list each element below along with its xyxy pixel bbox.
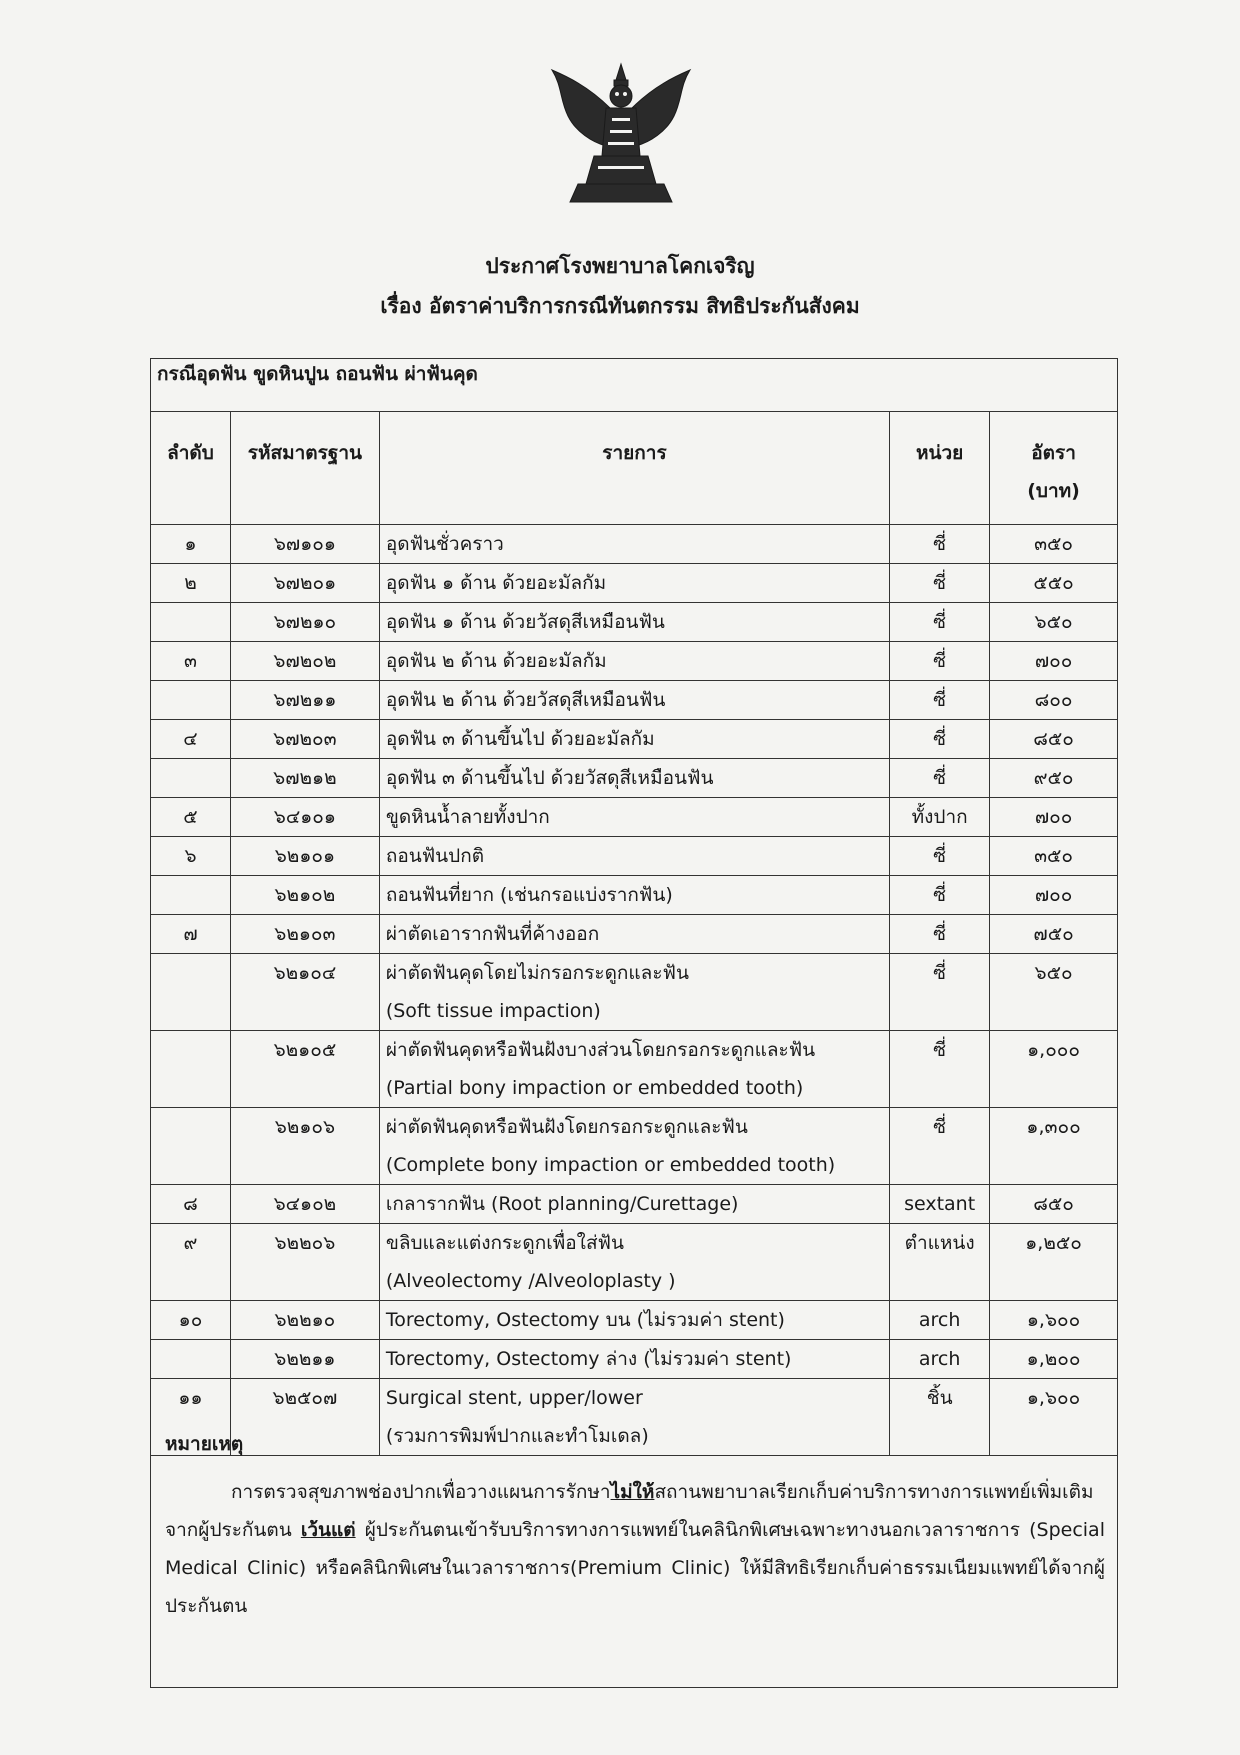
row-unit-text: arch — [918, 1309, 961, 1331]
row-code-text: ๖๒๑๐๖ — [274, 1116, 336, 1138]
row-item — [379, 1185, 889, 1224]
row-code — [230, 759, 379, 798]
row-unit-text: ซี่ — [933, 767, 947, 789]
row-code — [230, 642, 379, 681]
row-rate-text: ๗๕๐ — [1033, 923, 1074, 945]
row-unit-text: ซี่ — [933, 650, 947, 672]
row-rate-text: ๑,๖๐๐ — [1026, 1309, 1081, 1331]
row-rate — [990, 564, 1118, 603]
row-no — [151, 798, 231, 837]
row-code-text: ๖๒๒๐๖ — [274, 1232, 336, 1254]
row-rate — [990, 681, 1118, 720]
row-item-detail-text: (Complete bony impaction or embedded tooth) — [385, 1154, 836, 1176]
row-item — [379, 1340, 889, 1379]
row-unit — [890, 525, 990, 564]
row-no — [151, 1031, 231, 1108]
row-item-text: ถอนฟันปกติ — [385, 845, 485, 867]
table-row — [151, 1224, 1118, 1301]
row-rate-text: ๘๕๐ — [1033, 1193, 1074, 1215]
row-no — [151, 603, 231, 642]
row-item-text: Surgical stent, upper/lower — [385, 1387, 643, 1409]
row-code-text: ๖๒๕๐๗ — [272, 1387, 338, 1409]
row-code-text: ๖๒๑๐๑ — [274, 845, 336, 867]
row-rate-text: ๕๕๐ — [1033, 572, 1074, 594]
row-code — [230, 1108, 379, 1185]
notes-emphasis-except: เว้นแต่ — [300, 1519, 356, 1541]
row-no-text: ๗ — [183, 923, 198, 945]
row-rate — [990, 837, 1118, 876]
row-unit — [890, 1031, 990, 1108]
row-no-text: ๖ — [184, 845, 197, 867]
row-code-text: ๖๒๒๑๐ — [274, 1309, 336, 1331]
table-row — [151, 1340, 1118, 1379]
row-code-text: ๖๗๒๑๒ — [273, 767, 337, 789]
column-header-item: รายการ — [379, 412, 889, 525]
row-code-text: ๖๒๒๑๑ — [274, 1348, 336, 1370]
row-code — [230, 1185, 379, 1224]
row-no — [151, 525, 231, 564]
row-code — [230, 681, 379, 720]
row-rate-text: ๙๕๐ — [1033, 767, 1074, 789]
row-unit-text: ซี่ — [933, 923, 947, 945]
row-no-text: ๓ — [183, 650, 197, 672]
row-no — [151, 681, 231, 720]
row-item-text: อุดฟัน ๒ ด้าน ด้วยวัสดุสีเหมือนฟัน — [385, 689, 666, 711]
table-row — [151, 642, 1118, 681]
notes-label: หมายเหตุ — [165, 1433, 244, 1455]
row-item — [379, 642, 889, 681]
row-item — [379, 915, 889, 954]
row-rate-text: ๗๐๐ — [1034, 884, 1073, 906]
row-code-text: ๖๗๒๑๐ — [273, 611, 337, 633]
row-unit-text: sextant — [904, 1193, 976, 1215]
row-item-text: ผ่าตัดฟันคุดโดยไม่กรอกระดูกและฟัน — [385, 962, 689, 984]
table-row — [151, 525, 1118, 564]
table-row — [151, 954, 1118, 1031]
row-item — [379, 876, 889, 915]
row-code-text: ๖๗๒๐๑ — [273, 572, 337, 594]
row-rate-text: ๑,๐๐๐ — [1027, 1039, 1080, 1061]
row-code — [230, 1031, 379, 1108]
row-code — [230, 954, 379, 1031]
row-no — [151, 1108, 231, 1185]
row-rate — [990, 603, 1118, 642]
row-rate-text: ๖๕๐ — [1034, 962, 1073, 984]
row-item-text: ขลิบและแต่งกระดูกเพื่อใส่ฟัน — [385, 1232, 624, 1254]
row-code-text: ๖๗๒๑๑ — [273, 689, 337, 711]
row-rate-text: ๓๕๐ — [1034, 845, 1074, 867]
row-item — [379, 837, 889, 876]
row-code — [230, 1340, 379, 1379]
row-item-text: อุดฟัน ๓ ด้านขึ้นไป ด้วยอะมัลกัม — [385, 728, 655, 750]
row-code-text: ๖๒๑๐๔ — [273, 962, 337, 984]
row-unit-text: ซี่ — [933, 845, 947, 867]
row-code — [230, 720, 379, 759]
row-unit-text: ทั้งปาก — [911, 806, 968, 828]
row-rate — [990, 720, 1118, 759]
row-item-text: ผ่าตัดเอารากฟันที่ค้างออก — [385, 923, 600, 945]
row-rate — [990, 1031, 1118, 1108]
row-unit-text: ชิ้น — [926, 1387, 953, 1409]
row-unit — [890, 876, 990, 915]
row-item-text: Torectomy, Ostectomy ล่าง (ไม่รวมค่า stent) — [385, 1348, 792, 1370]
row-code-text: ๖๔๑๐๑ — [273, 806, 336, 828]
row-unit — [890, 954, 990, 1031]
row-rate — [990, 1340, 1118, 1379]
table-row — [151, 1185, 1118, 1224]
notes-section — [165, 1429, 1105, 1625]
row-unit-text: ซี่ — [933, 611, 947, 633]
row-no-text: ๘ — [183, 1193, 198, 1215]
row-unit — [890, 759, 990, 798]
row-unit-text: ซี่ — [933, 962, 947, 984]
row-item — [379, 681, 889, 720]
table-row — [151, 1108, 1118, 1185]
row-rate-text: ๑,๖๐๐ — [1026, 1387, 1081, 1409]
fee-table — [150, 358, 1118, 1456]
row-no — [151, 915, 231, 954]
fee-schedule-box — [150, 358, 1118, 1688]
table-row — [151, 876, 1118, 915]
row-rate — [990, 759, 1118, 798]
row-no-text: ๑๐ — [178, 1309, 203, 1331]
row-code — [230, 525, 379, 564]
row-item-text: ขูดหินน้ำลายทั้งปาก — [385, 806, 550, 828]
row-item-text: อุดฟัน ๑ ด้าน ด้วยอะมัลกัม — [385, 572, 607, 594]
row-unit — [890, 564, 990, 603]
notes-emphasis-not-allowed: ไม่ให้ — [610, 1481, 655, 1503]
row-no-text: ๑๑ — [178, 1387, 203, 1409]
row-code-text: ๖๒๑๐๒ — [274, 884, 336, 906]
row-code — [230, 876, 379, 915]
announcement-subject: เรื่อง อัตราค่าบริการกรณีทันตกรรม สิทธิประกันสังคม — [380, 294, 860, 318]
row-unit — [890, 603, 990, 642]
row-item-text: อุดฟัน ๒ ด้าน ด้วยอะมัลกัม — [385, 650, 607, 672]
notes-part-3: ผู้ประกันตนเข้ารับบริการทางการแพทย์ในคลินิกพิเศษเฉพาะทางนอกเวลาราชการ (Special Medical Clinic) หรือคลินิกพิเศษในเวลาราชการ(Premium Clinic) ให้มีสิทธิเรียกเก็บค่าธรรมเนียมแพทย์ได้จากผู้ประกันตน — [165, 1519, 1105, 1617]
row-item — [379, 759, 889, 798]
row-rate — [990, 954, 1118, 1031]
row-item-text: อุดฟัน ๑ ด้าน ด้วยวัสดุสีเหมือนฟัน — [385, 611, 665, 633]
row-item-detail-text: (Partial bony impaction or embedded tooth) — [385, 1077, 804, 1099]
row-item — [379, 954, 889, 1031]
notes-part-1: การตรวจสุขภาพช่องปากเพื่อวางแผนการรักษา — [231, 1481, 611, 1503]
row-unit — [890, 642, 990, 681]
row-no — [151, 1301, 231, 1340]
row-item — [379, 525, 889, 564]
row-unit — [890, 1224, 990, 1301]
row-item-detail-text: (รวมการพิมพ์ปากและทำโมเดล) — [385, 1425, 649, 1447]
row-item — [379, 564, 889, 603]
row-no — [151, 1224, 231, 1301]
table-header-row — [151, 412, 1118, 525]
column-header-no: ลำดับ — [151, 412, 231, 525]
row-unit-text: ซี่ — [933, 533, 947, 555]
row-item — [379, 1108, 889, 1185]
row-item — [379, 1031, 889, 1108]
row-rate-text: ๓๕๐ — [1034, 533, 1074, 555]
table-row — [151, 564, 1118, 603]
row-unit — [890, 1301, 990, 1340]
row-item-text: อุดฟัน ๓ ด้านขึ้นไป ด้วยวัสดุสีเหมือนฟัน — [385, 767, 714, 789]
row-item-text: ผ่าตัดฟันคุดหรือฟันฝังโดยกรอกระดูกและฟัน — [385, 1116, 748, 1138]
row-no — [151, 564, 231, 603]
row-rate-text: ๗๐๐ — [1034, 806, 1073, 828]
table-row — [151, 1301, 1118, 1340]
row-rate-text: ๖๕๐ — [1034, 611, 1073, 633]
section-title: กรณีอุดฟัน ขูดหินปูน ถอนฟัน ผ่าฟันคุด — [151, 359, 1118, 412]
table-row — [151, 759, 1118, 798]
row-code — [230, 1301, 379, 1340]
row-rate-text: ๑,๒๐๐ — [1026, 1348, 1081, 1370]
row-unit — [890, 837, 990, 876]
row-no — [151, 642, 231, 681]
notes-text — [165, 1473, 1105, 1625]
row-no — [151, 759, 231, 798]
row-no — [151, 954, 231, 1031]
row-rate — [990, 1185, 1118, 1224]
fee-table-body — [151, 525, 1118, 1456]
row-code-text: ๖๒๑๐๕ — [273, 1039, 337, 1061]
row-item-text: ถอนฟันที่ยาก (เช่นกรอแบ่งรากฟัน) — [385, 884, 673, 906]
garuda-emblem-icon — [548, 56, 694, 206]
row-item-detail-text: (Alveolectomy /Alveoloplasty ) — [385, 1270, 676, 1292]
column-header-unit: หน่วย — [890, 412, 990, 525]
row-unit — [890, 1185, 990, 1224]
row-no — [151, 837, 231, 876]
row-item-text: ผ่าตัดฟันคุดหรือฟันฝังบางส่วนโดยกรอกระดูกและฟัน — [385, 1039, 816, 1061]
row-unit-text: ตำแหน่ง — [904, 1232, 975, 1254]
row-item-detail-text: (Soft tissue impaction) — [385, 1000, 601, 1022]
row-unit — [890, 1340, 990, 1379]
row-no-text: ๙ — [183, 1232, 198, 1254]
row-unit — [890, 915, 990, 954]
row-item-text: อุดฟันชั่วคราว — [385, 533, 504, 555]
table-row — [151, 720, 1118, 759]
row-code-text: ๖๗๑๐๑ — [273, 533, 336, 555]
notes-part-2: สถานพยาบาลเรียกเก็บค่าบริการทางการแพทย์เพิ่มเติมจากผู้ประกันตน — [165, 1481, 1094, 1541]
row-code-text: ๖๗๒๐๒ — [273, 650, 337, 672]
row-unit — [890, 798, 990, 837]
row-rate — [990, 1108, 1118, 1185]
row-rate-text: ๘๐๐ — [1034, 689, 1073, 711]
row-rate-text: ๑,๒๕๐ — [1025, 1232, 1082, 1254]
row-code-text: ๖๗๒๐๓ — [273, 728, 337, 750]
column-header-rate: อัตรา (บาท) — [990, 412, 1118, 525]
row-no — [151, 1185, 231, 1224]
row-code — [230, 603, 379, 642]
row-unit-text: ซี่ — [933, 689, 947, 711]
row-rate — [990, 525, 1118, 564]
row-rate — [990, 798, 1118, 837]
row-rate — [990, 1301, 1118, 1340]
column-header-code: รหัสมาตรฐาน — [230, 412, 379, 525]
row-unit — [890, 681, 990, 720]
table-row — [151, 1031, 1118, 1108]
row-rate — [990, 1224, 1118, 1301]
row-item — [379, 1224, 889, 1301]
row-item-text: เกลารากฟัน (Root planning/Curettage) — [385, 1193, 739, 1215]
row-code-text: ๖๔๑๐๒ — [273, 1193, 337, 1215]
row-rate — [990, 642, 1118, 681]
row-rate-text: ๑,๓๐๐ — [1026, 1116, 1081, 1138]
row-item — [379, 720, 889, 759]
row-code — [230, 798, 379, 837]
row-rate-text: ๘๕๐ — [1033, 728, 1074, 750]
row-code-text: ๖๒๑๐๓ — [274, 923, 336, 945]
row-unit — [890, 1108, 990, 1185]
row-unit-text: ซี่ — [933, 728, 947, 750]
row-unit-text: ซี่ — [933, 1116, 947, 1138]
row-rate-text: ๗๐๐ — [1034, 650, 1073, 672]
row-item-text: Torectomy, Ostectomy บน (ไม่รวมค่า stent) — [385, 1309, 785, 1331]
row-no-text: ๕ — [183, 806, 198, 828]
table-row — [151, 681, 1118, 720]
row-no-text: ๔ — [183, 728, 198, 750]
row-rate — [990, 876, 1118, 915]
row-unit-text: arch — [918, 1348, 961, 1370]
row-no — [151, 876, 231, 915]
row-unit-text: ซี่ — [933, 884, 947, 906]
row-item — [379, 1301, 889, 1340]
table-row — [151, 603, 1118, 642]
row-no-text: ๑ — [184, 533, 197, 555]
row-code — [230, 564, 379, 603]
row-unit-text: ซี่ — [933, 572, 947, 594]
table-row — [151, 798, 1118, 837]
row-code — [230, 915, 379, 954]
table-row — [151, 837, 1118, 876]
row-code — [230, 1224, 379, 1301]
row-code — [230, 837, 379, 876]
table-row — [151, 915, 1118, 954]
row-no — [151, 720, 231, 759]
row-no — [151, 1340, 231, 1379]
row-unit — [890, 720, 990, 759]
row-unit-text: ซี่ — [933, 1039, 947, 1061]
announcement-title: ประกาศโรงพยาบาลโคกเจริญ — [485, 254, 755, 278]
row-rate — [990, 915, 1118, 954]
row-item — [379, 603, 889, 642]
row-item — [379, 798, 889, 837]
row-no-text: ๒ — [184, 572, 197, 594]
